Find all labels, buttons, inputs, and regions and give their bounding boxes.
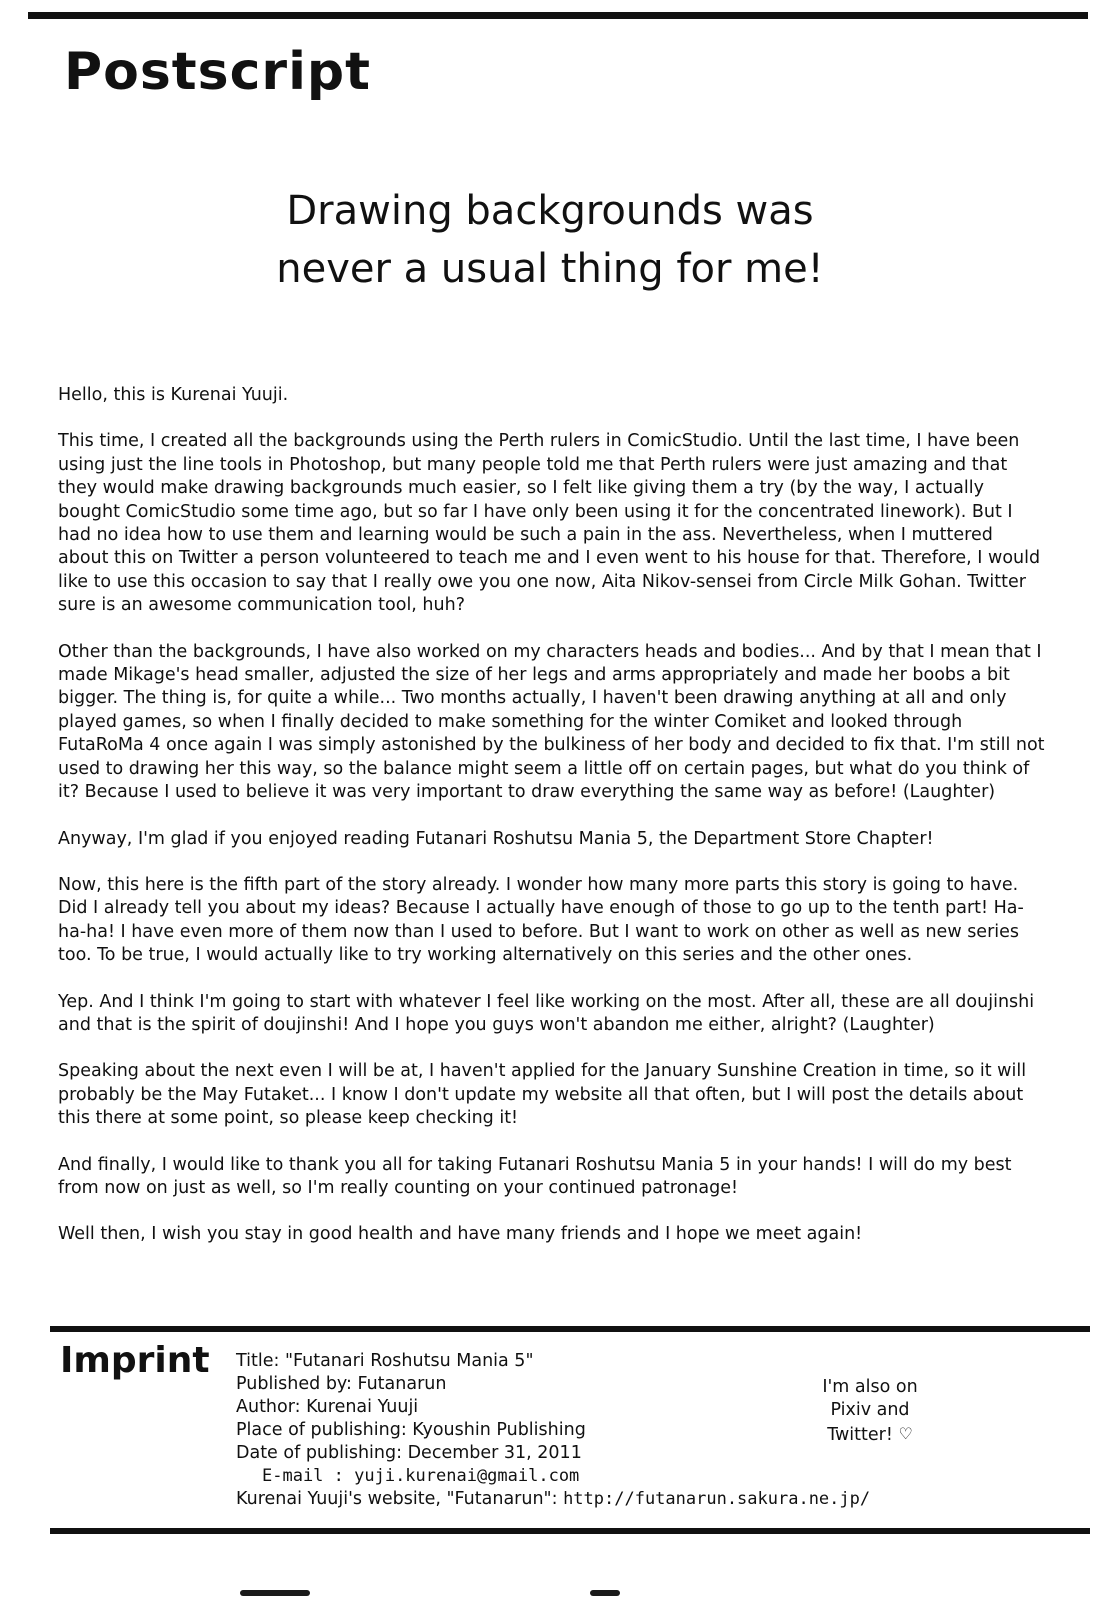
page-edge-marks [50, 1580, 1090, 1600]
imprint-place: Place of publishing: Kyoushin Publishing [236, 1420, 586, 1440]
paragraph-farewell: Well then, I wish you stay in good health and have many friends and I hope we meet again! [58, 1224, 863, 1245]
edge-mark [240, 1590, 310, 1596]
postscript-body [58, 384, 1048, 1270]
paragraph-backgrounds: This time, I created all the backgrounds using the Perth rulers in ComicStudio. Until the last time, I have been using just the line tools in Photoshop, but many people told me that Perth rulers were just amazing and that they would make drawing backgrounds much easier, so I felt like giving them a try (by the way, I actually bought ComicStudio some time ago, but so far I have only been using it for the concentrated linework). But I had no idea how to use them and learning would be such a pain in the ass. Nevertheless, when I muttered about this on Twitter a person volunteered to teach me and I even went to his house for that. Therefore, I would like to use this occasion to say that I really owe you one now, Aita Nikov-sensei from Circle Milk Gohan. Twitter sure is an awesome communication tool, huh? [58, 431, 1041, 616]
imprint-top-rule [50, 1326, 1090, 1332]
imprint-title: Title: "Futanari Roshutsu Mania 5" [236, 1351, 534, 1371]
imprint-heading: Imprint [60, 1340, 210, 1381]
imprint-author: Author: Kurenai Yuuji [236, 1397, 419, 1417]
social-note-line-2: Pixiv and [830, 1400, 910, 1420]
paragraph-greeting: Hello, this is Kurenai Yuuji. [58, 385, 289, 405]
headline-line-1: Drawing backgrounds was [286, 188, 814, 234]
page-title: Postscript [64, 42, 371, 102]
edge-mark [590, 1590, 620, 1596]
imprint-email-line [236, 1465, 936, 1488]
imprint-bottom-rule [50, 1528, 1090, 1534]
paragraph-next-event: Speaking about the next even I will be at, I haven't applied for the January Sunshine Creation in time, so it will probably be the May Futaket... I know I don't update my website all that often, but I will post the details about this there at some point, so please keep checking it! [58, 1061, 1027, 1129]
imprint-date: Date of publishing: December 31, 2011 [236, 1443, 582, 1463]
headline-line-2: never a usual thing for me! [276, 246, 824, 292]
headline [230, 182, 870, 298]
imprint-website-line [236, 1488, 936, 1511]
social-note-line-3: Twitter! ♡ [827, 1424, 913, 1445]
website-link[interactable]: http://futanarun.sakura.ne.jp/ [563, 1489, 871, 1509]
paragraph-enjoyed: Anyway, I'm glad if you enjoyed reading Futanari Roshutsu Mania 5, the Department Store Chapter! [58, 828, 934, 849]
social-note [800, 1376, 940, 1447]
website-prefix: Kurenai Yuuji's website, "Futanarun": [236, 1489, 564, 1509]
paragraph-doujinshi: Yep. And I think I'm going to start with whatever I feel like working on the most. After all, these are all doujinshi and that is the spirit of doujinshi! And I hope you guys won't abandon me either, alright? (Laughter) [58, 991, 1035, 1035]
paragraph-characters: Other than the backgrounds, I have also worked on my characters heads and bodies... And by that I mean that I made Mikage's head smaller, adjusted the size of her legs and arms appropriately and made her boobs a bit bigger. The thing is, for quite a while... Two months actually, I haven't been drawing anything at all and only played games, so when I finally decided to make something for the winter Comiket and looked through FutaRoMa 4 once again I was simply astonished by the bulkiness of her body and decided to fix that. I'm still not used to drawing her this way, so the balance might seem a little off on certain pages, but what do you think of it? Because I used to believe it was very important to draw everything the same way as before! (Laughter) [58, 641, 1045, 803]
paragraph-thanks: And finally, I would like to thank you all for taking Futanari Roshutsu Mania 5 in your hands! I will do my best from now on just as well, so I'm really counting on your continued patronage! [58, 1154, 1012, 1198]
email-link[interactable]: yuji.kurenai@gmail.com [354, 1466, 580, 1486]
imprint-publisher: Published by: Futanarun [236, 1374, 447, 1394]
paragraph-fifth-part: Now, this here is the fifth part of the story already. I wonder how many more parts this story is going to have. Did I already tell you about my ideas? Because I actually have enough of those to go up to the tenth part! Ha-ha-ha! I have even more of them now than I used to before. But I want to work on other as well as new series too. To be true, I would actually like to try working alternatively on this series and the other ones. [58, 874, 1024, 966]
social-note-line-1: I'm also on [822, 1377, 918, 1397]
top-rule [28, 12, 1088, 19]
email-prefix: E-mail : [262, 1466, 355, 1486]
heart-icon: ♡ [898, 1424, 913, 1443]
